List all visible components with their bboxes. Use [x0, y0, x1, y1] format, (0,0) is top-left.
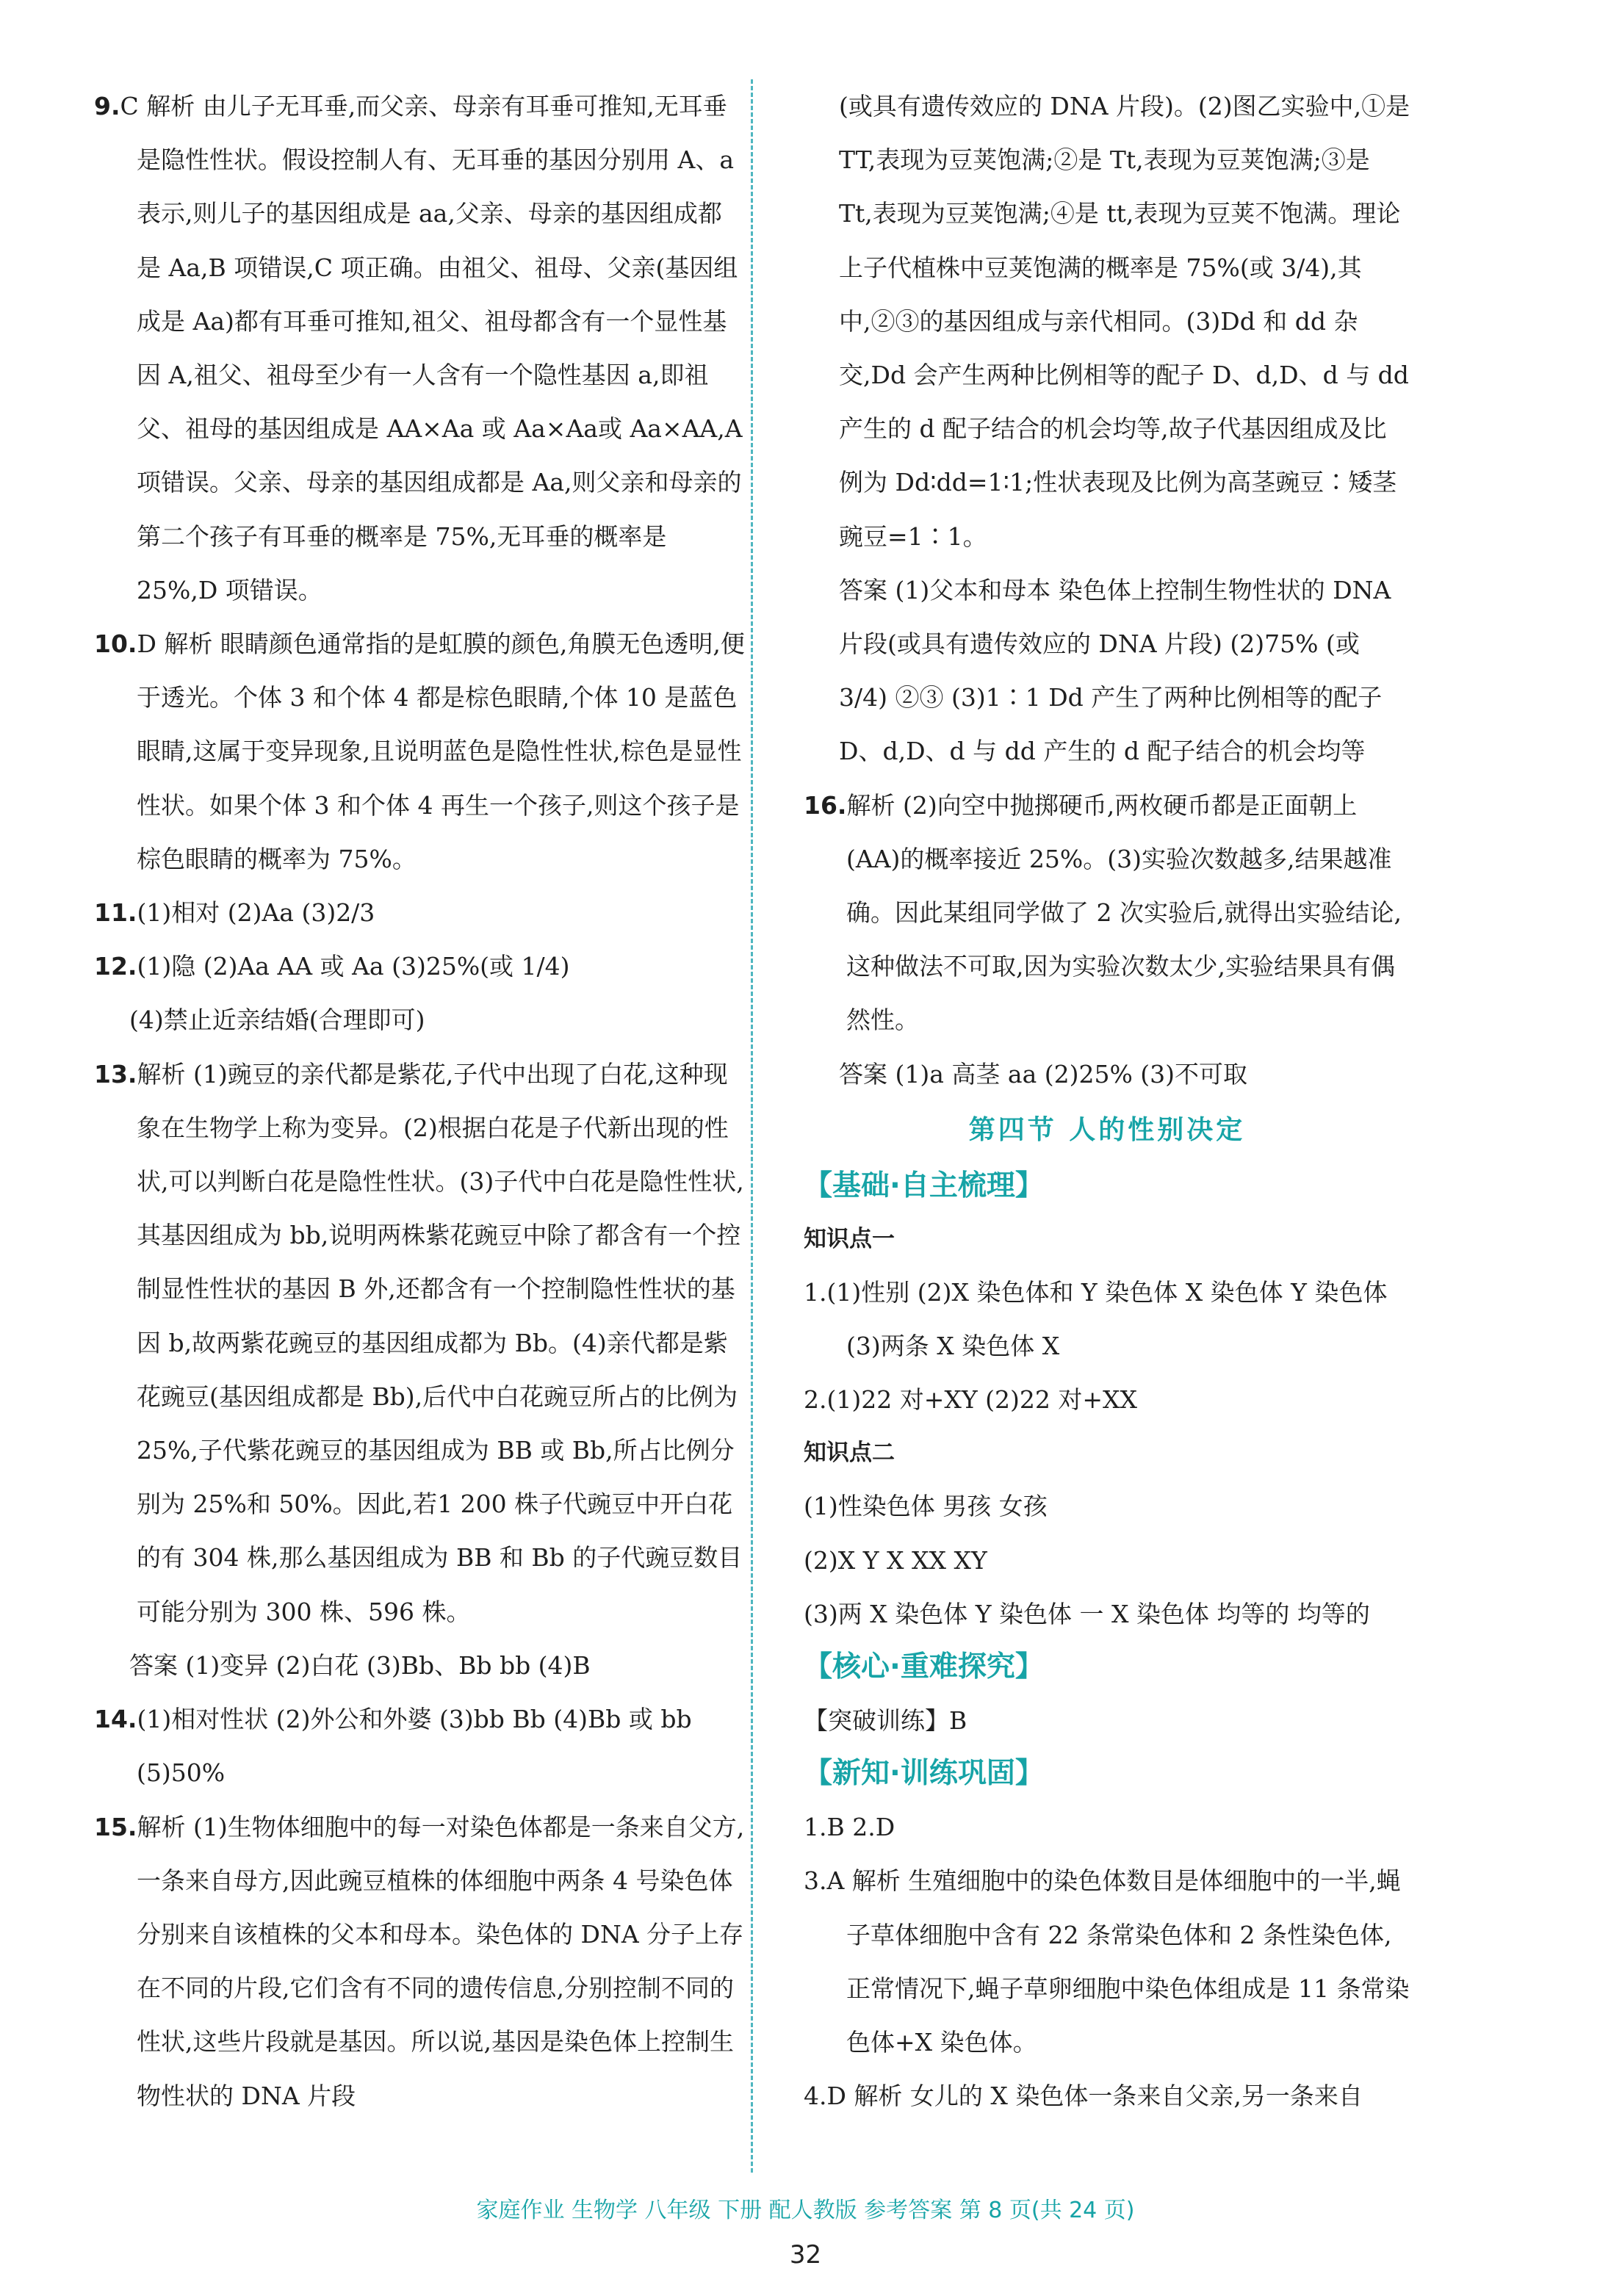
new-item-3: 3.A 解析 生殖细胞中的染色体数目是体细胞中的一半,蝇子草体细胞中含有 22 条常染色体和 2 条性染色体,正常情况下,蝇子草卵细胞中染色体组成是 11 条常染色体+X 染色体。	[804, 1866, 1410, 2057]
answer-q16: 16.解析 (2)向空中抛掷硬币,两枚硬币都是正面朝上(AA)的概率接近 25%。(3)实验次数越多,结果越准确。因此某组同学做了 2 次实验后,就得出实验结论,这种做法不可取,因为实验次数太少,实验结果具有偶然性。	[804, 790, 1402, 1035]
answer-q13: 13.解析 (1)豌豆的亲代都是紫花,子代中出现了白花,这种现象在生物学上称为变异。(2)根据白花是子代新出现的性状,可以判断白花是隐性性状。(3)子代中白花是隐性性状,其基因组成为 bb,说明两株紫花豌豆中除了都含有一个控制显性性状的基因 B 外,还都含有一个控制隐性性状的基因 b,故两紫花豌豆的基因组成都为 Bb。(4)亲代都是紫花豌豆(基因组成都是 Bb),后代中白花豌豆所占的比例为 25%,子代紫花豌豆的基因组成为 BB 或 Bb,所占比例分别为 25%和 50%。因此,若1 200 株子代豌豆中开白花的有 304 株,那么基因组成为 BB 和 Bb 的子代豌豆数目可能分别为 300 株、596 株。	[94, 1059, 744, 1626]
kp1-item1: 1.(1)性别 (2)X 染色体和 Y 染色体 X 染色体 Y 染色体 (3)两条 X 染色体 X	[804, 1277, 1388, 1361]
kp1-item2: 2.(1)22 对+XY (2)22 对+XX	[804, 1385, 1137, 1415]
page-number: 32	[789, 2240, 822, 2270]
answer-q12-line2: (4)禁止近亲结婚(合理即可)	[129, 1006, 425, 1035]
answer-q16-answer: 答案 (1)a 高茎 aa (2)25% (3)不可取	[839, 1059, 1248, 1089]
answer-q10-text: D 解析 眼睛颜色通常指的是虹膜的颜色,角膜无色透明,便于透光。个体 3 和个体 4 都是棕色眼睛,个体 10 是蓝色眼睛,这属于变异现象,且说明蓝色是隐性性状,棕色是显性性状。如果个体 3 和个体 4 再生一个孩子,则这个孩子是棕色眼睛的概率为 75%。	[137, 629, 745, 873]
answer-q14-text: (1)相对性状 (2)外公和外婆 (3)bb Bb (4)Bb 或 bb (5)50%	[137, 1705, 692, 1788]
answer-q15-continued: (或具有遗传效应的 DNA 片段)。(2)图乙实验中,①是 TT,表现为豆荚饱满;②是 Tt,表现为豆荚饱满;③是 Tt,表现为豆荚饱满;④是 tt,表现为豆荚不饱满。理论上子代植株中豆荚饱满的概率是 75%(或 3/4),其中,②③的基因组成与亲代相同。(3)Dd 和 dd 杂交,Dd 会产生两种比例相等的配子 D、d,D、d 与 dd 产生的 d 配子结合的机会均等,故子代基因组成及比例为 Dd∶dd=1∶1;性状表现及比例为高茎豌豆∶矮茎豌豆=1∶1。	[839, 92, 1410, 551]
tupo-xunlian: 【突破训练】B	[804, 1706, 967, 1736]
kp2-item1: (1)性染色体 男孩 女孩	[804, 1492, 1048, 1521]
heading-jichu: 【基础·自主梳理】	[804, 1169, 1044, 1202]
answer-q9-text: C 解析 由儿子无耳垂,而父亲、母亲有耳垂可推知,无耳垂是隐性性状。假设控制人有、无耳垂的基因分别用 A、a 表示,则儿子的基因组成是 aa,父亲、母亲的基因组成都是 Aa,B 项错误,C 项正确。由祖父、祖母、父亲(基因组成是 Aa)都有耳垂可推知,祖父、祖母都含有一个显性基因 A,祖父、祖母至少有一人含有一个隐性基因 a,即祖父、祖母的基因组成是 AA×Aa 或 Aa×Aa或 Aa×AA,A 项错误。父亲、母亲的基因组成都是 Aa,则父亲和母亲的第二个孩子有耳垂的概率是 75%,无耳垂的概率是 25%,D 项错误。	[120, 92, 743, 604]
column-divider	[751, 79, 753, 2173]
knowledge-point-1: 知识点一	[804, 1225, 895, 1252]
heading-hexin: 【核心·重难探究】	[804, 1650, 1044, 1684]
kp2-item2: (2)X Y X XX XY	[804, 1545, 987, 1575]
heading-xinzhi: 【新知·训练巩固】	[804, 1757, 1044, 1791]
answer-q16-text: 解析 (2)向空中抛掷硬币,两枚硬币都是正面朝上(AA)的概率接近 25%。(3)实验次数越多,结果越准确。因此某组同学做了 2 次实验后,就得出实验结论,这种做法不可取,因为实验次数太少,实验结果具有偶然性。	[846, 790, 1402, 1035]
section-title: 第四节 人的性别决定	[968, 1114, 1246, 1145]
answer-q11: 11.(1)相对 (2)Aa (3)2/3	[94, 898, 375, 928]
answer-q11-text: (1)相对 (2)Aa (3)2/3	[137, 898, 375, 928]
answer-q10: 10.D 解析 眼睛颜色通常指的是虹膜的颜色,角膜无色透明,便于透光。个体 3 和个体 4 都是棕色眼睛,个体 10 是蓝色眼睛,这属于变异现象,且说明蓝色是隐性性状,棕色是显性性状。如果个体 3 和个体 4 再生一个孩子,则这个孩子是棕色眼睛的概率为 75%。	[94, 629, 745, 873]
right-column	[804, 79, 1410, 2123]
answer-q14: 14.(1)相对性状 (2)外公和外婆 (3)bb Bb (4)Bb 或 bb (5)50%	[94, 1705, 692, 1788]
kp2-item3: (3)两 X 染色体 Y 染色体 一 X 染色体 均等的 均等的	[804, 1599, 1370, 1628]
answer-q13-answer: 答案 (1)变异 (2)白花 (3)Bb、Bb bb (4)B	[129, 1650, 591, 1680]
answer-q12-text: (1)隐 (2)Aa AA 或 Aa (3)25%(或 1/4)	[137, 952, 570, 981]
answer-q9: 9.C 解析 由儿子无耳垂,而父亲、母亲有耳垂可推知,无耳垂是隐性性状。假设控制人有、无耳垂的基因分别用 A、a 表示,则儿子的基因组成是 aa,父亲、母亲的基因组成都是 Aa,B 项错误,C 项正确。由祖父、祖母、父亲(基因组成是 Aa)都有耳垂可推知,祖父、祖母都含有一个显性基因 A,祖父、祖母至少有一人含有一个隐性基因 a,即祖父、祖母的基因组成是 AA×Aa 或 Aa×Aa或 Aa×AA,A 项错误。父亲、母亲的基因组成都是 Aa,则父亲和母亲的第二个孩子有耳垂的概率是 75%,无耳垂的概率是 25%,D 项错误。	[94, 92, 743, 604]
new-items-1-2: 1.B 2.D	[804, 1813, 895, 1842]
answer-q13-text: 解析 (1)豌豆的亲代都是紫花,子代中出现了白花,这种现象在生物学上称为变异。(2)根据白花是子代新出现的性状,可以判断白花是隐性性状。(3)子代中白花是隐性性状,其基因组成为 bb,说明两株紫花豌豆中除了都含有一个控制显性性状的基因 B 外,还都含有一个控制隐性性状的基因 b,故两紫花豌豆的基因组成都为 Bb。(4)亲代都是紫花豌豆(基因组成都是 Bb),后代中白花豌豆所占的比例为 25%,子代紫花豌豆的基因组成为 BB 或 Bb,所占比例分别为 25%和 50%。因此,若1 200 株子代豌豆中开白花的有 304 株,那么基因组成为 BB 和 Bb 的子代豌豆数目可能分别为 300 株、596 株。	[137, 1059, 744, 1626]
left-column	[94, 79, 745, 2123]
page-footer: 家庭作业 生物学 八年级 下册 配人教版 参考答案 第 8 页(共 24 页)	[476, 2198, 1135, 2223]
knowledge-point-2: 知识点二	[804, 1440, 895, 1467]
answer-q15-text: 解析 (1)生物体细胞中的每一对染色体都是一条来自父方,一条来自母方,因此豌豆植株的体细胞中两条 4 号染色体分别来自该植株的父本和母本。染色体的 DNA 分子上存在不同的片段,它们含有不同的遗传信息,分别控制不同的性状,这些片段就是基因。所以说,基因是染色体上控制生物性状的 DNA 片段	[137, 1812, 745, 2110]
new-item-4: 4.D 解析 女儿的 X 染色体一条来自父亲,另一条来自	[804, 2082, 1363, 2111]
answer-q15: 15.解析 (1)生物体细胞中的每一对染色体都是一条来自父方,一条来自母方,因此豌豆植株的体细胞中两条 4 号染色体分别来自该植株的父本和母本。染色体的 DNA 分子上存在不同的片段,它们含有不同的遗传信息,分别控制不同的性状,这些片段就是基因。所以说,基因是染色体上控制生物性状的 DNA 片段	[94, 1812, 745, 2110]
answer-q12: 12.(1)隐 (2)Aa AA 或 Aa (3)25%(或 1/4)	[94, 952, 570, 981]
answer-q15-answer: 答案 (1)父本和母本 染色体上控制生物性状的 DNA 片段(或具有遗传效应的 DNA 片段) (2)75% (或 3/4) ②③ (3)1∶1 Dd 产生了两种比例相等的配子 D、d,D、d 与 dd 产生的 d 配子结合的机会均等	[839, 575, 1391, 766]
